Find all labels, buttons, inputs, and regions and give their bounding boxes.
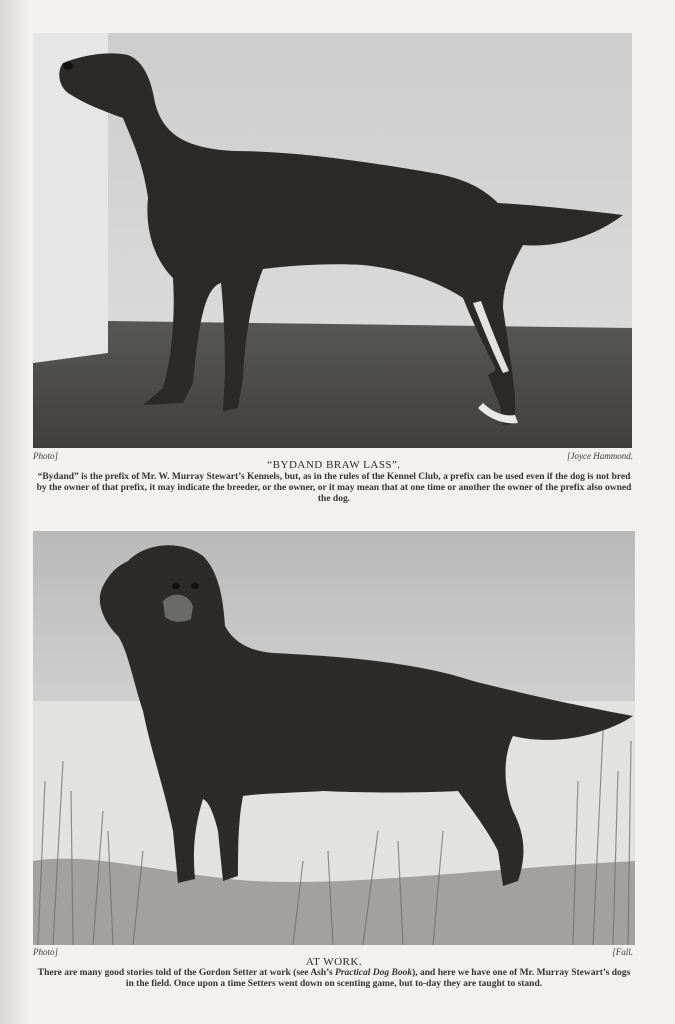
setter-studio-image: [33, 33, 632, 448]
photo-credit-label: Photo]: [33, 947, 59, 957]
figure-title: AT WORK.: [305, 956, 363, 968]
photographer-credit: [Joyce Hammond.: [567, 451, 633, 461]
caption-text-after: ), and here we have one of Mr. Murray Stewart’s dogs in the field. Once upon a time Setters went down on scenting game, but to-day they are taught to stand.: [125, 968, 631, 989]
photo-at-work: [33, 531, 635, 945]
caption-text-before: There are many good stories told of the Gordon Setter at work (see Ash’s: [37, 968, 336, 978]
figure-caption: [33, 968, 635, 990]
photographer-credit: [Fall.: [612, 947, 633, 957]
page-binding-shadow: [0, 0, 30, 1024]
figure-caption: “Bydand” is the prefix of Mr. W. Murray Stewart’s Kennels, but, as in the rules of the Kennel Club, a prefix can be used even if the dog is not bred by the owner of that prefix, it may indicate the breeder, or the owner, or it may mean that at one time or another the owner of the prefix also owned the dog.: [36, 472, 632, 504]
photo-credit-label: Photo]: [33, 451, 59, 461]
photo-bydand-braw-lass: [33, 33, 632, 448]
book-title: Practical Dog Book: [335, 968, 413, 978]
setter-field-image: [33, 531, 635, 945]
figure-title: “BYDAND BRAW LASS”.: [267, 459, 401, 471]
